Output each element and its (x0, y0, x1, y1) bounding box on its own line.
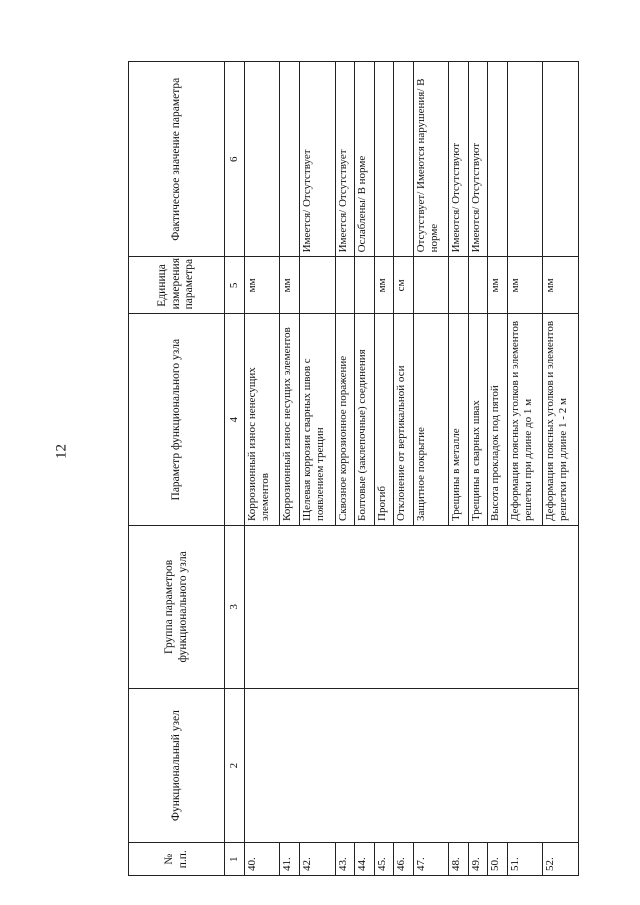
actual-value-cell (488, 62, 508, 257)
unit-cell: мм (507, 257, 542, 314)
parameter-cell: Отклонение от вертикальной оси (394, 314, 414, 526)
column-numbers-row (225, 62, 245, 876)
unit-cell (335, 257, 355, 314)
col-header-parameter: Параметр функционального узла (129, 314, 225, 526)
actual-value-cell: Имеются/ Отсутствуют (449, 62, 469, 257)
rotated-table-wrapper (128, 61, 579, 876)
actual-value-cell: Отсутствует/ Имеются нарушения/ В норме (413, 62, 448, 257)
actual-value-cell (507, 62, 542, 257)
col-header-node: Функциональный узел (129, 688, 225, 843)
parameters-table (128, 61, 579, 876)
row-number: 45. (374, 843, 394, 876)
parameter-cell: Трещины в металле (449, 314, 469, 526)
page-number: 12 (53, 444, 70, 459)
row-number: 51. (507, 843, 542, 876)
row-number: 44. (355, 843, 375, 876)
unit-cell: мм (488, 257, 508, 314)
actual-value-cell (374, 62, 394, 257)
col-number-5: 5 (225, 257, 245, 314)
actual-value-cell (543, 62, 579, 257)
actual-value-cell: Ослаблены/ В норме (355, 62, 375, 257)
unit-cell (355, 257, 375, 314)
unit-cell: мм (543, 257, 579, 314)
unit-cell: мм (280, 257, 300, 314)
row-number: 48. (449, 843, 469, 876)
unit-cell: см (394, 257, 414, 314)
row-number: 41. (280, 843, 300, 876)
row-number: 46. (394, 843, 414, 876)
col-number-3: 3 (225, 526, 245, 689)
unit-cell (300, 257, 335, 314)
col-number-2: 2 (225, 688, 245, 843)
functional-node-cell (245, 688, 579, 843)
actual-value-cell: Имеется/ Отсутствует (335, 62, 355, 257)
col-header-unit: Единица измерения параметра (129, 257, 225, 314)
actual-value-cell (280, 62, 300, 257)
parameter-cell: Щелевая коррозия сварных швов с появлением трещин (300, 314, 335, 526)
row-number: 47. (413, 843, 448, 876)
row-number: 42. (300, 843, 335, 876)
actual-value-cell: Имеется/ Отсутствует (300, 62, 335, 257)
actual-value-cell (245, 62, 280, 257)
unit-cell: мм (374, 257, 394, 314)
col-header-number: № п.п. (129, 843, 225, 876)
parameter-cell: Деформация поясных уголков и элементов решетки при длине до 1 м (507, 314, 542, 526)
unit-cell (449, 257, 469, 314)
parameter-cell: Болтовые (заклепочные) соединения (355, 314, 375, 526)
parameter-cell: Высота прокладок под пятой (488, 314, 508, 526)
unit-cell (413, 257, 448, 314)
actual-value-cell: Имеются/ Отсутствуют (468, 62, 488, 257)
parameter-cell: Сквозное коррозионное поражение (335, 314, 355, 526)
unit-cell (468, 257, 488, 314)
parameter-group-cell (245, 526, 579, 689)
parameter-cell: Защитное покрытие (413, 314, 448, 526)
col-number-1: 1 (225, 843, 245, 876)
col-number-6: 6 (225, 62, 245, 257)
parameter-cell: Коррозионный износ несущих элементов (280, 314, 300, 526)
row-number: 49. (468, 843, 488, 876)
parameter-cell: Коррозионный износ ненесущих элементов (245, 314, 280, 526)
unit-cell: мм (245, 257, 280, 314)
row-number: 50. (488, 843, 508, 876)
row-number: 40. (245, 843, 280, 876)
row-number: 52. (543, 843, 579, 876)
table-row (245, 62, 280, 876)
col-header-actual-value: Фактическое значение параметра (129, 62, 225, 257)
header-row (129, 62, 225, 876)
col-header-group: Группа параметров функционального узла (129, 526, 225, 689)
col-number-4: 4 (225, 314, 245, 526)
parameter-cell: Трещины в сварных швах (468, 314, 488, 526)
parameter-cell: Прогиб (374, 314, 394, 526)
parameter-cell: Деформация поясных уголков и элементов решетки при длине 1 - 2 м (543, 314, 579, 526)
actual-value-cell (394, 62, 414, 257)
row-number: 43. (335, 843, 355, 876)
